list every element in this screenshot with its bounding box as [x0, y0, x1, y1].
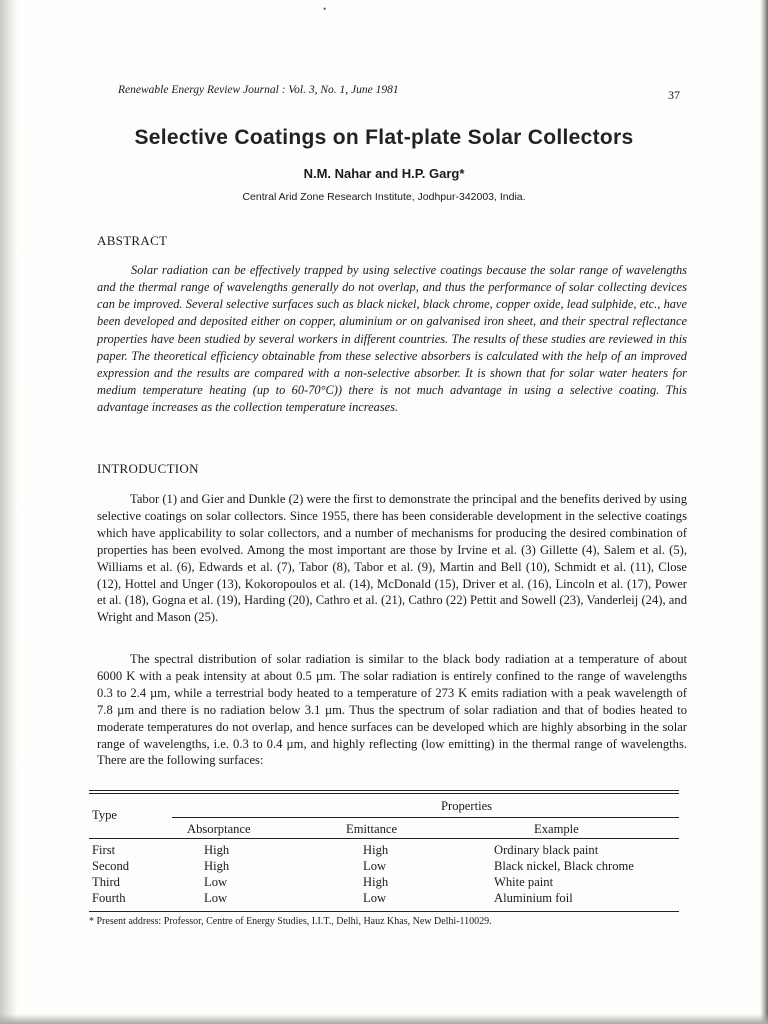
paper-affiliation: Central Arid Zone Research Institute, Jodhpur-342003, India. [242, 191, 526, 203]
introduction-paragraph-1: Tabor (1) and Gier and Dunkle (2) were the first to demonstrate the principal and the benefits derived by using selective coatings on solar collectors. Since 1955, there has been considerable development in the selective coatings which have applicability to solar collectors, and a number of mechanisms for producing the desired combination of properties has been evolved. Among the most important are those by Irvine et al. (3) Gillette (4), Salem et al. (5), Williams et al. (6), Edwards et al. (7), Tabor (8), Tabor et al. (9), Martin and Bell (10), Schmidt et al. (11), Close (12), Hottel and Unger (13), Kokoropoulos et al. (14), McDonald (15), Driver et al. (16), Lincoln et al. (17), Power et al. (18), Gogna et al. (19), Harding (20), Cathro et al. (21), Cathro (22) Pettit and Sowell (23), Vanderleij (24), and Wright and Mason (25). [97, 492, 687, 625]
table-row [0, 875, 768, 891]
introduction-paragraph-2: The spectral distribution of solar radiation is similar to the black body radiation at a temperature of about 6000 K with a peak intensity at about 0.5 µm. The solar radiation is entirely confined to the range of wavelengths 0.3 to 2.4 µm, while a terrestrial body heated to a temperature of 273 K emits radiation with a peak wavelength of 7.8 µm and there is no radiation below 3.1 µm. Thus the spectrum of solar radiation and that of bodies heated to moderate temperatures do not overlap, and hence surfaces can be developed which are highly absorbing in the solar range of wavelengths, i.e. 0.3 to 0.4 µm, and highly reflecting (low emitting) in the thermal range of wavelengths. There are the following surfaces: [97, 652, 687, 768]
scan-mark: • [323, 4, 327, 14]
footnote: * Present address: Professor, Centre of Energy Studies, I.I.T., Delhi, Hauz Khas, New Delhi-110029. [89, 916, 492, 927]
table-cell-absorptance: High [204, 859, 230, 873]
table-cell-absorptance: Low [204, 891, 228, 905]
table-rule-top-double [89, 793, 679, 794]
table-cell-absorptance: Low [204, 875, 228, 889]
table-rule-top [89, 790, 679, 791]
scan-bottom-edge [0, 1014, 768, 1024]
table-cell-example: Ordinary black paint [494, 843, 599, 857]
table-cell-emittance: Low [363, 859, 387, 873]
table-rule-header [89, 838, 679, 839]
table-cell-absorptance: High [204, 843, 230, 857]
table-cell-emittance: High [363, 843, 389, 857]
table-rule-properties [172, 817, 679, 818]
abstract-text: Solar radiation can be effectively trapped by using selective coatings because the solar range of wavelengths and the thermal range of wavelengths generally do not overlap, and thus the performance of solar collecting devices can be improved. Several selective surfaces such as black nickel, black chrome, copper oxide, lead sulphide, etc., have been developed and deposited either on copper, aluminium or on galvanised iron sheet, and their spectral reflectance properties have been studied by several workers in different countries. The results of these studies are reviewed in this paper. The theoretical efficiency obtainable from these selective absorbers is calculated with the help of an improved expression and the results are compared with a non-selective absorber. It is shown that for solar water heaters for medium temperature heating (up to 60-70°C)) there is not much advantage in using a selective coating. This advantage increases as the collection temperature increases. [97, 263, 687, 415]
table-cell-example: White paint [494, 875, 554, 889]
paper-title: Selective Coatings on Flat-plate Solar Collectors [134, 126, 634, 149]
table-row [0, 891, 768, 907]
table-rule-bottom [89, 911, 679, 912]
table-cell-type: Third [92, 875, 120, 889]
table-cell-type: First [92, 843, 116, 857]
paper-authors: N.M. Nahar and H.P. Garg* [303, 166, 465, 181]
table-cell-emittance: High [363, 875, 389, 889]
table-row [0, 859, 768, 875]
table-cell-emittance: Low [363, 891, 387, 905]
table-header-type: Type [92, 808, 117, 822]
abstract-heading: ABSTRACT [97, 233, 168, 248]
table-header-emittance: Emittance [346, 822, 398, 836]
journal-header: Renewable Energy Review Journal : Vol. 3, No. 1, June 1981 [118, 84, 399, 96]
table-cell-type: Fourth [92, 891, 126, 905]
table-row [0, 843, 768, 859]
table-header-absorptance: Absorptance [187, 822, 251, 836]
page-number: 37 [668, 88, 680, 102]
table-cell-type: Second [92, 859, 130, 873]
table-header-example: Example [534, 822, 579, 836]
table-cell-example: Aluminium foil [494, 891, 573, 905]
table-cell-example: Black nickel, Black chrome [494, 859, 634, 873]
introduction-heading: INTRODUCTION [97, 461, 199, 476]
table-header-properties: Properties [441, 799, 493, 813]
